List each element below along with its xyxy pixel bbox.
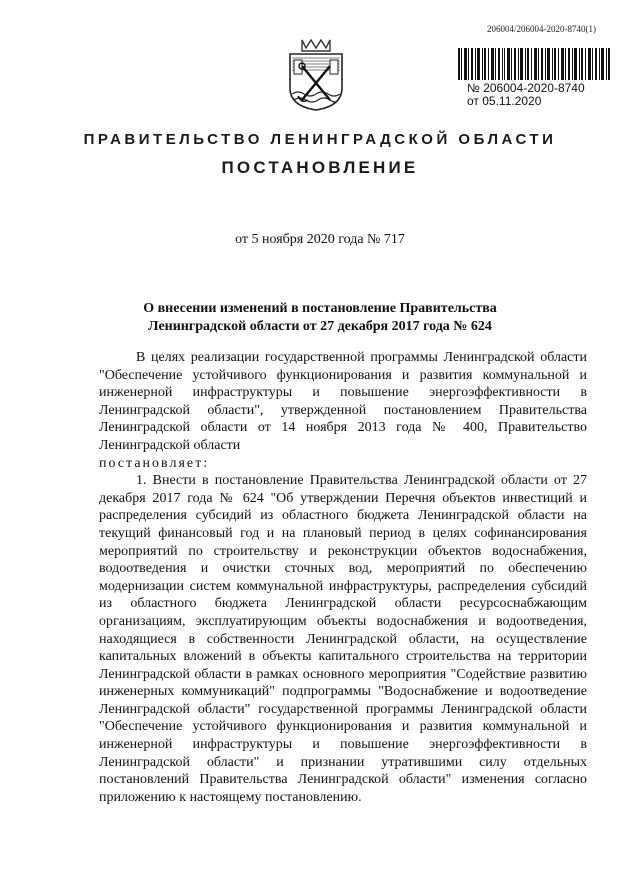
document-subject — [80, 300, 560, 336]
resolves-word: постановляет: — [99, 455, 210, 471]
barcode — [458, 48, 610, 80]
government-title: ПРАВИТЕЛЬСТВО ЛЕНИНГРАДСКОЙ ОБЛАСТИ — [83, 131, 557, 148]
coat-of-arms-icon — [284, 36, 348, 112]
document-type: ПОСТАНОВЛЕНИЕ — [221, 158, 419, 177]
subject-line-1: О внесении изменений в постановление Правительства — [143, 301, 497, 316]
preamble-text: В целях реализации государственной программы Ленинградской области "Обеспечение устойчивого функционирования и развития коммунальной и инженерной инфраструктуры и повышение энергоэффективности в Ленинградской области", утвержденной постановлением Правительства Ленинградской области от 14 ноября 2013 года № 400, Правительство Ленинградской области — [99, 350, 587, 453]
document-reference: 206004/206004-2020-8740(1) — [487, 24, 596, 34]
document-body — [99, 349, 587, 806]
registration-number: № 206004-2020-8740 — [467, 81, 585, 95]
registration-date: от 05.11.2020 — [467, 94, 542, 108]
item-1-paragraph: 1. Внести в постановление Правительства Ленинградской области от 27 декабря 2017 года № 624 "Об утверждении Перечня объектов инвестиций и распределения субсидий из областного бюджета Ленинградской области на текущий финансовый год и на плановый период в целях софинансирования мероприятий по строительству и реконструкции объектов водоснабжения, водоотведения и очистки сточных вод, мероприятий по обеспечению модернизации систем коммунальной инфраструктуры, распределения субсидий из областного бюджета Ленинградской области ресурсоснабжающим организациям, эксплуатирующим объекты водоснабжения и водоотведения, находящиеся в собственности Ленинградской области, на осуществление капитальных вложений в объекты капитального строительства на территории Ленинградской области в рамках основного мероприятия "Содействие развитию инженерных коммуникаций" подпрограммы "Водоснабжение и водоотведение Ленинградской области" государственной программы Ленинградской области "Обеспечение устойчивого функционирования и развития коммунальной и инженерной инфраструктуры и повышение энергоэффективности в Ленинградской области" и признании утратившими силу отдельных постановлений Правительства Ленинградской области" изменения согласно приложению к настоящему постановлению. — [99, 473, 587, 805]
preamble-paragraph — [99, 349, 587, 455]
document-date: от 5 ноября 2020 года № 717 — [235, 232, 405, 247]
subject-line-2: Ленинградской области от 27 декабря 2017 года № 624 — [148, 319, 492, 334]
registration-block — [467, 82, 585, 108]
